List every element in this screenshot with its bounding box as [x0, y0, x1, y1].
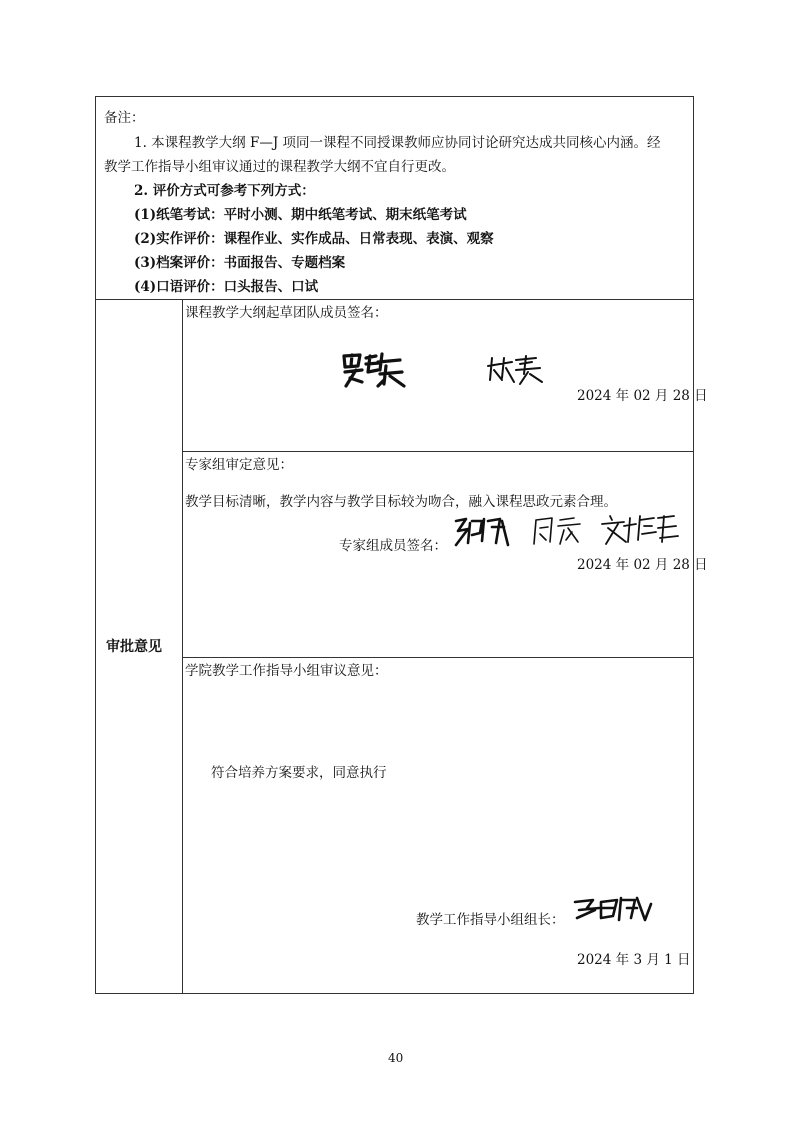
- expert-signature-1: [452, 515, 512, 549]
- college-date: 2024 年 3 月 1 日: [577, 952, 691, 968]
- approval-side-label: 审批意见: [106, 639, 162, 655]
- drafting-title: 课程教学大纲起草团队成员签名：: [185, 305, 388, 321]
- notes-item-2: (2)实作评价：课程作业、实作成品、日常表现、表演、观察: [134, 231, 494, 247]
- college-opinion: 符合培养方案要求，同意执行: [211, 765, 387, 781]
- college-leader-label: 教学工作指导小组组长：: [416, 912, 565, 928]
- notes-line-1b: 教学工作指导小组审议通过的课程教学大纲不宜自行更改。: [104, 159, 455, 175]
- drafting-signature-2: [486, 352, 546, 387]
- expert-title: 专家组审定意见：: [185, 457, 293, 473]
- college-cell: [182, 657, 694, 994]
- page-number: 40: [388, 1051, 404, 1065]
- expert-opinion: 教学目标清晰，教学内容与教学目标较为吻合，融入课程思政元素合理。: [185, 494, 617, 510]
- drafting-date: 2024 年 02 月 28 日: [577, 388, 708, 404]
- college-leader-signature: [573, 894, 653, 924]
- notes-heading: 备注：: [104, 110, 145, 126]
- expert-members-label: 专家组成员签名：: [339, 538, 447, 554]
- notes-line-2: 2. 评价方式可参考下列方式：: [134, 183, 315, 199]
- notes-line-1a: 1. 本课程教学大纲 F—J 项同一课程不同授课教师应协同讨论研究达成共同核心内涵。经: [134, 135, 661, 151]
- notes-item-3: (3)档案评价：书面报告、专题档案: [134, 255, 346, 271]
- expert-signature-3: [600, 512, 680, 548]
- drafting-signature-1: [340, 350, 410, 390]
- notes-item-4: (4)口语评价：口头报告、口试: [134, 279, 319, 295]
- notes-item-1: (1)纸笔考试：平时小测、期中纸笔考试、期末纸笔考试: [134, 207, 467, 223]
- expert-signature-2: [530, 514, 586, 548]
- college-title: 学院教学工作指导小组审议意见：: [185, 663, 388, 679]
- expert-date: 2024 年 02 月 28 日: [577, 557, 708, 573]
